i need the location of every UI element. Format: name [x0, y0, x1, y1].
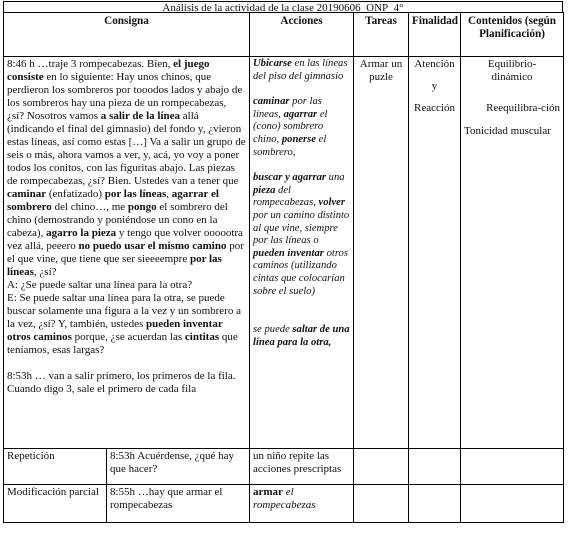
repeticion-tareas	[354, 449, 409, 485]
header-finalidad: Finalidad	[409, 13, 461, 57]
consigna-text: , ¿sí?	[33, 266, 57, 278]
finalidad-y: y	[431, 80, 438, 92]
consigna-bold-text: pongo	[127, 201, 157, 213]
acciones-text: el sombrero,	[253, 133, 327, 158]
acciones-paragraph	[253, 324, 350, 349]
consigna-text: E: Se puede saltar una línea para la otra, se puede buscar solamente una figura a la vez y un sombrero a la vez, ¿sí? Y, también, ustedes	[7, 292, 241, 330]
contenido-reequilibracion: Reequilibra-ción	[486, 102, 560, 114]
header-row	[4, 13, 564, 57]
acciones-bold-text: buscar y agarrar	[253, 172, 326, 184]
consigna-bold-text: el juego consiste	[7, 58, 210, 83]
modificacion-consigna: 8:55h …hay que armar el rompecabezas	[107, 485, 250, 523]
acciones-text: se puede	[253, 324, 293, 336]
consigna-bold-text: caminar	[7, 188, 47, 200]
consigna-paragraph	[7, 292, 246, 357]
acciones-paragraph	[253, 58, 350, 83]
acciones-bold-text: pieza	[253, 184, 276, 196]
acciones-bold-text: pueden inventar	[253, 247, 324, 259]
acciones-text: por un camino distinto al que vine, siempre por las líneas o	[253, 209, 350, 247]
consigna-text: por el que vine, que tiene que ser sieeeempre	[7, 240, 244, 265]
consigna-text: ,	[166, 188, 172, 200]
modificacion-tareas	[354, 485, 409, 523]
contenidos-cell	[461, 57, 564, 449]
consigna-bold-text: por las líneas	[104, 188, 167, 200]
consigna-text: 8:53h … van a salir primero, los primeros de la fila. Cuando digo 3, sale el primero de cada fila	[7, 370, 236, 395]
repeticion-acciones: un niño repite las acciones prescriptas	[250, 449, 354, 485]
acciones-bold-text: Ubicarse	[253, 58, 292, 69]
tareas-cell: Armar un puzle	[354, 57, 409, 449]
consigna-paragraph	[7, 357, 246, 370]
modificacion-finalidad	[409, 485, 461, 523]
table-title: Análisis de la actividad de la clase 20190606_ONP_4°	[3, 1, 563, 13]
acciones-paragraph	[253, 96, 350, 159]
repeticion-contenidos	[461, 449, 564, 485]
consigna-text: y tengo que volver oooootra vez allá, peeero	[7, 227, 243, 252]
contenido-equilibrio: Equilibrio-dinámico	[487, 58, 537, 83]
acciones-text: otros caminos (utilizando cintas que colocarían sobre el suelo)	[253, 247, 348, 297]
consigna-text: 8:46 h …traje 3 rompecabezas. Bien,	[7, 58, 174, 70]
acciones-bold-text: caminar	[253, 96, 290, 108]
acciones-bold-text: saltar de una línea para la otra,	[253, 324, 350, 348]
repeticion-label: Repetición	[4, 449, 107, 485]
consigna-bold-text: por las líneas	[7, 253, 222, 278]
consigna-text: (enfatizado)	[46, 188, 105, 200]
modificacion-label: Modificación parcial	[4, 485, 107, 523]
header-tareas: Tareas	[354, 13, 409, 57]
consigna-text: en lo siguiente: Hay unos chinos, que perdieron los sombreros por tooodos lados y abajo de los sombreros hay una pieza de un rompecabezas, ¿sí? Nosotros vamos	[7, 71, 243, 122]
acciones-paragraph	[253, 298, 350, 311]
acciones-text: del rompecabezas,	[253, 184, 319, 209]
finalidad-reaccion: Reacción	[414, 102, 455, 114]
repeticion-consigna: 8:53h Acuérdense, ¿qué hay que hacer?	[107, 449, 250, 485]
finalidad-cell	[409, 57, 461, 449]
consigna-paragraph	[7, 279, 246, 292]
consigna-paragraph	[7, 58, 246, 279]
repeticion-row	[4, 449, 564, 485]
modificacion-acciones-rest: el rompecabezas	[253, 486, 316, 511]
consigna-bold-text: agarrar el sombrero	[7, 188, 219, 213]
modificacion-acciones	[250, 485, 354, 523]
consigna-text: porque, ¿se acuerdan las	[71, 331, 185, 343]
finalidad-atencion: Atención	[414, 58, 455, 70]
acciones-cell	[250, 57, 354, 449]
consigna-text: que teníamos, esas largas?	[7, 331, 238, 356]
consigna-bold-text: pueden inventar otros caminos	[7, 318, 223, 343]
acciones-text: por las líneas,	[253, 96, 322, 120]
consigna-text: A: ¿Se puede saltar una línea para la otra?	[7, 279, 193, 291]
acciones-paragraph	[253, 311, 350, 324]
header-acciones: Acciones	[250, 13, 354, 57]
activity-analysis-table	[3, 12, 564, 523]
consigna-text: del chino…, me	[51, 201, 128, 213]
consigna-text: allá (indicando el final del gimnasio) del fondo y, ¿vieron estas líneas, así como estas […] Va a salir un grupo de seis o más, ahora vamos a ver, y, acá, yo voy a poner todos los conitos, con las figuritas abajo. Las piezas de rompecabezas, ¿sí? Bien. Ustedes van a tener que	[7, 110, 246, 187]
acciones-text: una	[326, 172, 345, 184]
consigna-cell	[4, 57, 250, 449]
main-row	[4, 57, 564, 449]
modificacion-row	[4, 485, 564, 523]
acciones-paragraph	[253, 159, 350, 172]
header-contenidos: Contenidos (según Planificación)	[461, 13, 564, 57]
consigna-bold-text: cintitas	[184, 331, 220, 343]
consigna-bold-text: a salir de la línea	[100, 110, 181, 122]
contenido-tonicidad: Tonicidad muscular	[464, 125, 551, 137]
acciones-paragraph	[253, 83, 350, 96]
acciones-paragraph	[253, 172, 350, 298]
modificacion-acciones-bold: armar	[253, 486, 283, 498]
consigna-bold-text: agarro la pieza	[46, 227, 117, 239]
acciones-text: en las líneas del piso del gimnasio	[253, 58, 348, 82]
header-consigna: Consigna	[4, 13, 250, 57]
acciones-bold-text: ponerse	[281, 133, 316, 145]
consigna-text: el sombrero del chino (demostrando y poniéndose un cono en la cabeza),	[7, 201, 228, 239]
repeticion-finalidad	[409, 449, 461, 485]
acciones-bold-text: agarrar	[283, 108, 318, 120]
consigna-bold-text: no puedo usar el mismo camino	[78, 240, 227, 252]
acciones-text: el (cono) sombrero chino,	[253, 108, 328, 145]
modificacion-contenidos	[461, 485, 564, 523]
acciones-bold-text: volver	[318, 197, 345, 209]
consigna-paragraph	[7, 370, 246, 396]
